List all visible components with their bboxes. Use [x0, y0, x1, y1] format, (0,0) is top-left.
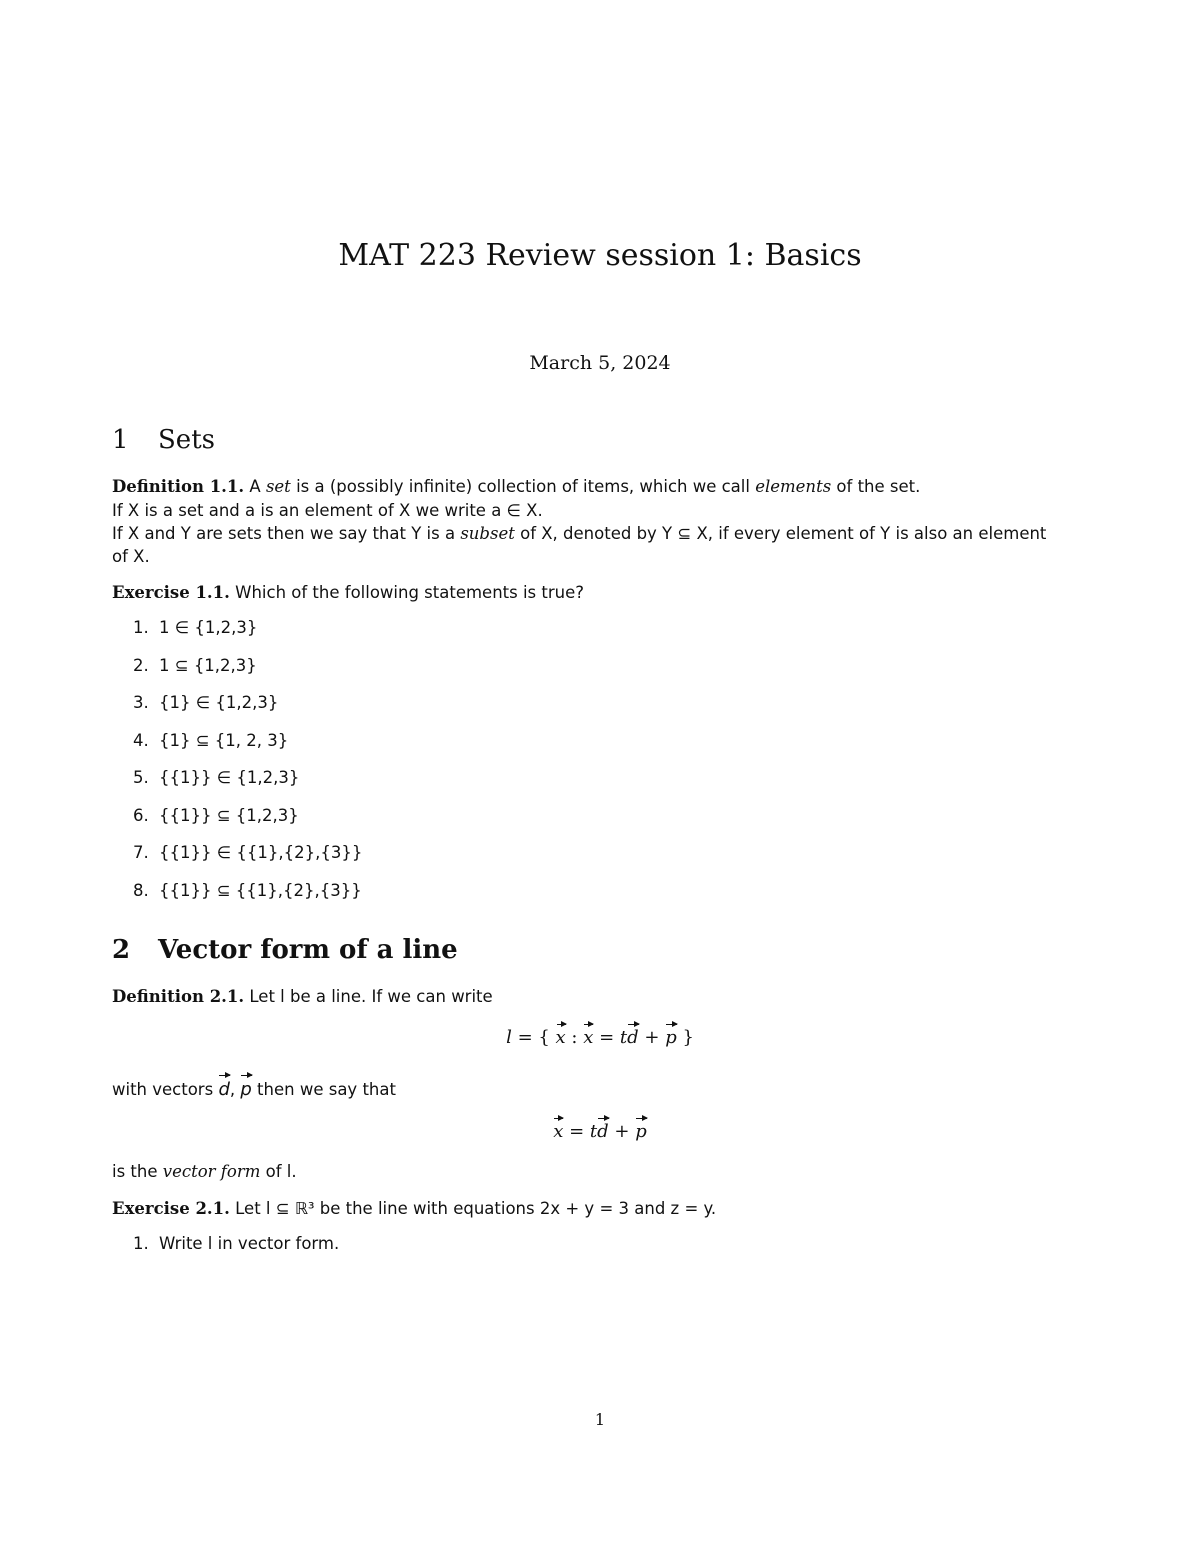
list-item [133, 1234, 339, 1253]
item-number: 1. [133, 1234, 149, 1253]
list-item [133, 693, 278, 712]
definition-1-1-line4: of X. [112, 547, 150, 566]
page-number: 1 [594, 1410, 606, 1429]
list-item [133, 768, 299, 787]
definition-1-1-line3 [112, 522, 1046, 546]
section-title: Vector form of a line [158, 935, 458, 965]
item-expression: {{1}} ⊆ {{1},{2},{3}} [159, 881, 362, 900]
text: of X, denoted by Y ⊆ X, if every element of Y is also an element [514, 524, 1047, 543]
definition-1-1-line1 [112, 475, 920, 499]
vector-form-equation: x = td + p [553, 1121, 647, 1142]
item-text: Write l in vector form. [159, 1234, 340, 1253]
term-subset: subset [460, 524, 515, 543]
item-number: 6. [133, 806, 149, 825]
vector-p: p [240, 1079, 252, 1100]
term-elements: elements [755, 477, 832, 496]
vector-d: d [218, 1079, 230, 1100]
definition-label: Definition 1.1. [112, 477, 245, 496]
document-title: MAT 223 Review session 1: Basics [338, 238, 862, 273]
item-expression: 1 ⊆ {1,2,3} [159, 656, 257, 675]
section-2-heading [112, 935, 458, 965]
list-item [133, 656, 257, 675]
line-set-equation: l = { x : x = td + p } [506, 1027, 694, 1048]
vector-x: x [555, 1027, 566, 1048]
section-title: Sets [158, 425, 215, 455]
vector-form-conclusion [112, 1160, 297, 1184]
definition-1-1-line2: If X is a set and a is an element of X we write a ∈ X. [112, 501, 543, 520]
text: is the [112, 1162, 163, 1181]
definition-text: Let l be a line. If we can write [244, 987, 493, 1006]
exercise-1-1 [112, 581, 584, 605]
vector-x: x [553, 1121, 564, 1142]
item-expression: {{1}} ⊆ {1,2,3} [159, 806, 299, 825]
exercise-text: Let l ⊆ ℝ³ be the line with equations 2x + y = 3 and z = y. [229, 1199, 717, 1218]
item-expression: {{1}} ∈ {1,2,3} [159, 768, 300, 787]
vector-p: p [635, 1121, 647, 1142]
exercise-label: Exercise 2.1. [112, 1199, 230, 1218]
term-vector-form: vector form [162, 1162, 261, 1181]
text: of the set. [831, 477, 921, 496]
vector-p: p [665, 1027, 677, 1048]
item-number: 8. [133, 881, 149, 900]
list-item [133, 618, 257, 637]
section-number: 2 [112, 935, 131, 965]
list-item [133, 843, 362, 862]
section-1-heading [112, 425, 215, 455]
definition-2-1 [112, 985, 493, 1009]
text: then we say that [251, 1080, 396, 1099]
term-set: set [265, 477, 291, 496]
vector-d: d [627, 1027, 639, 1048]
item-expression: {1} ⊆ {1, 2, 3} [159, 731, 289, 750]
with-vectors-line: with vectors d, p then we say that [112, 1079, 396, 1100]
item-number: 3. [133, 693, 149, 712]
item-number: 4. [133, 731, 149, 750]
item-number: 5. [133, 768, 149, 787]
text: A [249, 477, 266, 496]
exercise-label: Exercise 1.1. [112, 583, 230, 602]
item-expression: {1} ∈ {1,2,3} [159, 693, 279, 712]
document-date: March 5, 2024 [529, 352, 671, 374]
exercise-text: Which of the following statements is true? [229, 583, 585, 602]
exercise-2-1 [112, 1197, 716, 1221]
section-number: 1 [112, 425, 129, 455]
vector-x: x [583, 1027, 594, 1048]
text: is a (possibly infinite) collection of items, which we call [290, 477, 756, 496]
item-expression: {{1}} ∈ {{1},{2},{3}} [159, 843, 363, 862]
list-item [133, 731, 288, 750]
vector-d: d [597, 1121, 609, 1142]
list-item [133, 881, 362, 900]
item-number: 7. [133, 843, 149, 862]
text: of l. [260, 1162, 297, 1181]
item-number: 1. [133, 618, 149, 637]
item-number: 2. [133, 656, 149, 675]
list-item [133, 806, 299, 825]
text: If X and Y are sets then we say that Y is a [112, 524, 461, 543]
item-expression: 1 ∈ {1,2,3} [159, 618, 258, 637]
definition-label: Definition 2.1. [112, 987, 245, 1006]
text: with vectors [112, 1080, 219, 1099]
